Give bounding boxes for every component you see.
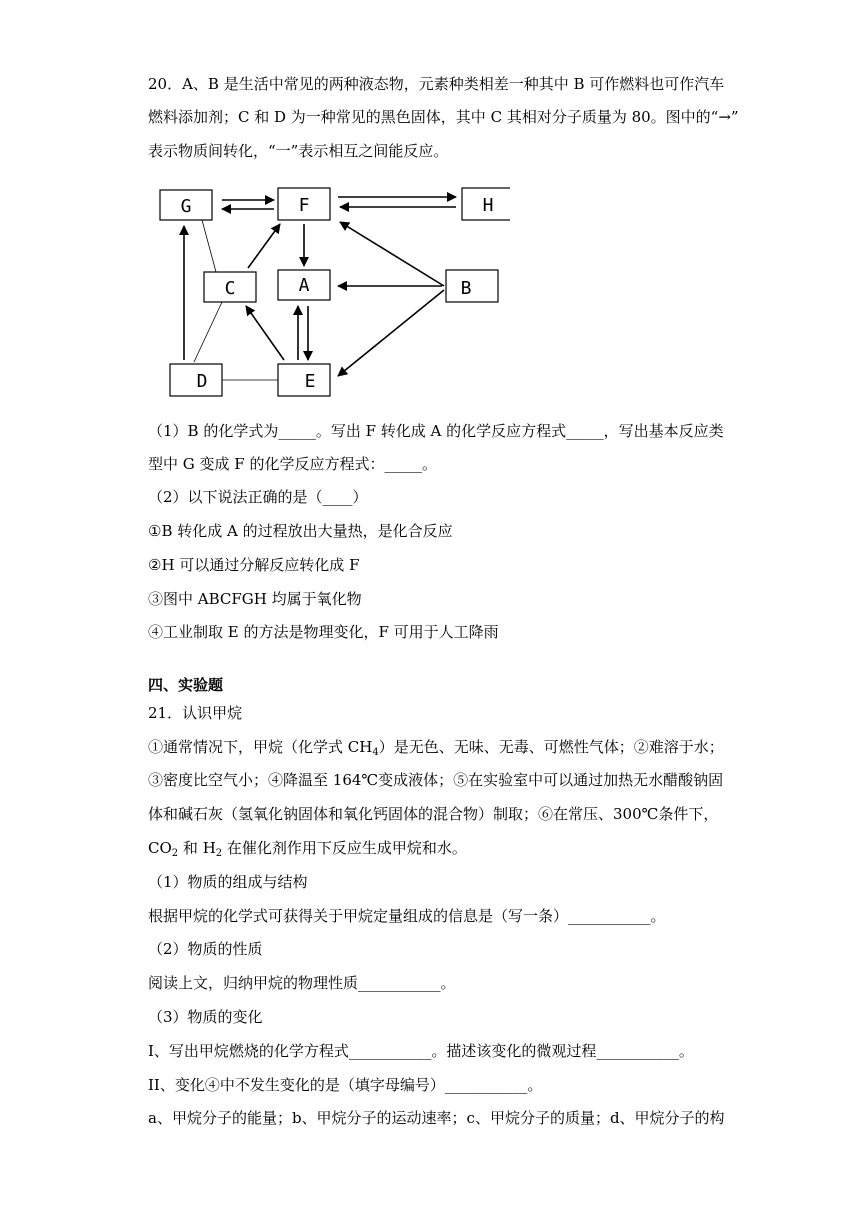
reaction-diagram-svg — [150, 180, 510, 400]
q20-part2: （2）以下说法正确的是（____） — [148, 488, 368, 506]
label-c: C — [224, 278, 236, 299]
q20-part1-line-2: 型中 G 变成 F 的化学反应方程式：_____。 — [148, 455, 437, 473]
q21-sub3-part-ii: II、变化④中不发生变化的是（填字母编号）___________。 — [148, 1076, 543, 1094]
p4-part-b: 和 H — [178, 839, 216, 857]
q20-line-3: 表示物质间转化，“一”表示相互之间能反应。 — [148, 142, 449, 160]
q21-title: 21．认识甲烷 — [148, 704, 243, 722]
q21-sub2-text: 阅读上文，归纳甲烷的物理性质___________。 — [148, 974, 456, 992]
q21-paragraph-line-1 — [148, 737, 724, 757]
reaction-diagram — [150, 180, 510, 400]
q21-sub1-title: （1）物质的组成与结构 — [148, 873, 308, 891]
label-e: E — [304, 371, 316, 392]
q20-option-2: ②H 可以通过分解反应转化成 F — [148, 556, 360, 574]
q21-sub3-part-i: I、写出甲烷燃烧的化学方程式___________。描述该变化的微观过程___________。 — [148, 1042, 694, 1060]
line-c-d — [194, 302, 222, 362]
q21-paragraph-line-4 — [148, 838, 467, 858]
p1-part-a: ①通常情况下，甲烷（化学式 CH — [148, 738, 373, 756]
section-heading: 四、实验题 — [148, 676, 224, 694]
q20-part1-line-1: （1）B 的化学式为_____。写出 F 转化成 A 的化学反应方程式_____，写出基本反应类 — [148, 422, 724, 440]
label-b: B — [460, 278, 472, 299]
label-d: D — [196, 371, 208, 392]
q20-option-1: ①B 转化成 A 的过程放出大量热，是化合反应 — [148, 522, 453, 540]
p4-subscript-1: 2 — [171, 848, 179, 859]
q21-paragraph-line-3: 体和碱石灰（氢氧化钠固体和氧化钙固体的混合物）制取；⑥在常压、300℃条件下， — [148, 805, 719, 823]
q21-sub2-title: （2）物质的性质 — [148, 940, 263, 958]
label-f: F — [298, 195, 310, 216]
arrow-c-to-f — [248, 224, 280, 268]
label-a: A — [298, 275, 310, 296]
q20-line-2: 燃料添加剂；C 和 D 为一种常见的黑色固体，其中 C 其相对分子质量为 80。图中的“→” — [148, 108, 739, 126]
q21-sub1-text: 根据甲烷的化学式可获得关于甲烷定量组成的信息是（写一条）___________。 — [148, 907, 666, 925]
line-g-c — [202, 220, 216, 272]
label-g: G — [180, 196, 192, 217]
q21-sub3-options: a、甲烷分子的能量；b、甲烷分子的运动速率；c、甲烷分子的质量；d、甲烷分子的构 — [148, 1109, 725, 1127]
p4-part-c: 在催化剂作用下反应生成甲烷和水。 — [222, 839, 467, 857]
arrow-b-to-f — [340, 222, 444, 286]
p1-part-b: ）是无色、无味、无毒、可燃性气体；②难溶于水； — [378, 738, 724, 756]
label-h: H — [482, 195, 494, 216]
box-b — [446, 270, 498, 302]
arrow-e-to-c — [246, 306, 284, 360]
q20-option-3: ③图中 ABCFGH 均属于氧化物 — [148, 590, 362, 608]
q20-line-1: 20．A、B 是生活中常见的两种液态物，元素种类相差一种其中 B 可作燃料也可作汽车 — [148, 75, 725, 93]
p1-subscript: 4 — [372, 747, 379, 758]
arrow-b-to-e — [338, 290, 444, 376]
q21-sub3-title: （3）物质的变化 — [148, 1008, 263, 1026]
p4-part-a: CO — [148, 839, 172, 857]
q20-option-4: ④工业制取 E 的方法是物理变化，F 可用于人工降雨 — [148, 623, 499, 641]
q21-paragraph-line-2: ③密度比空气小；④降温至 164℃变成液体；⑤在实验室中可以通过加热无水醋酸钠固 — [148, 771, 724, 789]
p4-subscript-2: 2 — [215, 848, 223, 859]
